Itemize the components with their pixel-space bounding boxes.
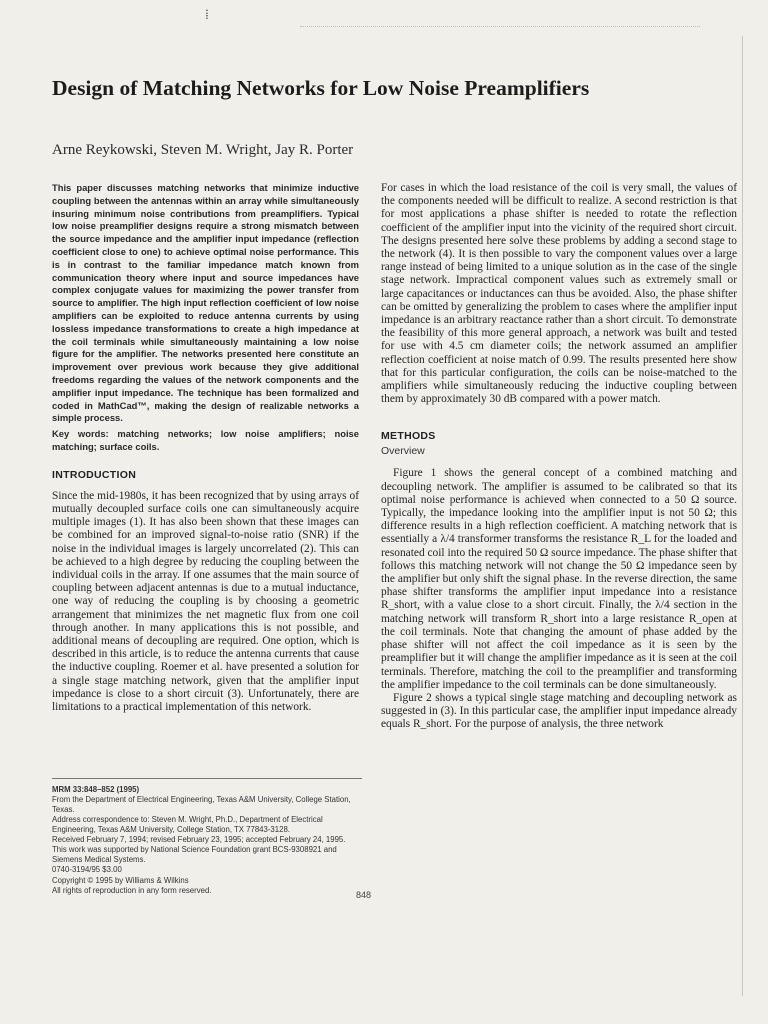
affiliation-note: From the Department of Electrical Engineering, Texas A&M University, College Station, Texas. — [52, 795, 351, 814]
methods-paragraph-2: Figure 2 shows a typical single stage matching and decoupling network as suggested in (3). In this particular case, the amplifier input impedance already equals R_short. For the purpose of analysis, the three network — [381, 691, 737, 731]
received-note: Received February 7, 1994; revised February 23, 1995; accepted February 24, 1995. — [52, 835, 346, 845]
right-column — [381, 182, 737, 732]
copyright-note: Copyright © 1995 by Williams & Wilkins — [52, 875, 189, 885]
methods-paragraph-1: Figure 1 shows the general concept of a combined matching and decoupling network. The amplifier is assumed to be calibrated so that its optimal noise performance is achieved when connected to a 50 Ω source. Typically, the impedance looking into the amplifier input is not 50 Ω; this difference results in a high reflection coefficient. A matching network that is essentially a λ/4 transformer transforms the resistance R_L for the loaded and resonated coil into the required 50 Ω source impedance. The phase shifter that follows this matching network will not change the 50 Ω impedance seen by the amplifier but only shift the signal phase. In the reverse direction, the same phase shifter transforms the amplifier input impedance into a resistance R_short, with a value close to a short circuit. Finally, the λ/4 section in the matching network will transform R_short into a large resistance R_open at the coil terminals. Note that changing the amount of phase added by the phase shifter will not affect the coil impedance as it is seen by the preamplifier but it will change the amplifier impedance as it is seen at the coil terminals. Therefore, matching the coil to the preamplifier and transforming the amplifier impedance to the coil terminals can be done simultaneously. — [381, 467, 737, 691]
keywords-label: Key words: — [52, 428, 109, 440]
margin-rule — [742, 36, 743, 996]
introduction-heading: INTRODUCTION — [52, 468, 137, 481]
introduction-paragraph: Since the mid-1980s, it has been recognized that by using arrays of mutually decoupled surface coils one can simultaneously acquire multiple images (1). It has also been shown that these images can be combined for an improved signal-to-noise ratio (SNR) if the noise in the individual images is largely uncorrelated (2). This can be achieved to a high degree by reducing the coupling between the individual coils in the array. If one assumes that the main source of coupling between adjacent antennas is due to a mutual inductance, one way of reducing the coupling is by choosing a geometric arrangement that minimizes the net magnetic flux from one coil through another. In many applications this is not possible, and additional means of decoupling are required. One option, which is described in this article, is to reduce the antenna currents that cause the inductive coupling. Roemer et al. have presented a solution for a single stage matching network, given that the amplifier input impedance is close to a short circuit (3). Unfortunately, there are limitations to a practical implementation of this network. — [52, 489, 359, 713]
introduction-continued-paragraph: For cases in which the load resistance of the coil is very small, the values of the components needed will be difficult to realize. A second restriction is that for most applications a phase shifter is needed to rotate the reflection coefficient of the amplifier input into the vicinity of the required short circuit. The designs presented here solve these problems by adding a second stage to the network (4). It is then possible to vary the component values over a large range instead of being limited to a unique solution as in the case of the single stage network. Impractical component values such as extremely small or large capacitances or inductances can thus be avoided. Also, the phase shifter can be omitted by generalizing the problem to cases where the amplifier input impedance is an arbitrary reactance rather than a short circuit. To demonstrate the feasibility of this more general approach, a network was built and tested for use with 4.5 cm diameter coils; the network assumed an amplifier reflection coefficient at noise match of 0.99. The results presented here show that for this particular configuration, the coils can be noise-matched to the amplifiers while simultaneously reducing the inductive coupling between them by approximately 30 dB compared with a power match. — [381, 182, 737, 406]
author-list: Arne Reykowski, Steven M. Wright, Jay R. Porter — [52, 142, 354, 158]
rights-note: All rights of reproduction in any form reserved. — [52, 886, 212, 896]
overview-subheading: Overview — [381, 445, 425, 458]
footnotes — [52, 778, 362, 896]
abstract: This paper discusses matching networks that minimize inductive coupling between the antennas within an array while simultaneously insuring minimum noise contributions from preamplifiers. Typical low noise preamplifier designs require a strong mismatch between the source impedance and the amplifier input impedance (reflection coefficient close to one) to achieve optimal noise performance. This is in contrast to the familiar impedance match known from communication theory where input and source impedances have complex conjugate values for maximizing the power transfer from source to amplifier. The high input reflection coefficient of low noise amplifiers can be exploited to reduce antenna currents by using lossless impedance transformations to create a high impedance at the coil terminals while simultaneously maintaining a low noise figure for the amplifier. The networks presented here constitute an improvement over previous work because they give additional freedoms regarding the values of the network components and the amplifier input impedance. The technique has been formalized and coded in MathCad™, making the design of realizable networks a simple process. — [52, 182, 359, 424]
issn-note: 0740-3194/95 $3.00 — [52, 865, 122, 875]
support-note: This work was supported by National Science Foundation grant BCS-9308921 and Siemens Medical Systems. — [52, 845, 337, 864]
journal-code: MRM 33:848–852 (1995) — [52, 785, 140, 794]
scan-mark-icon: ⁞ — [205, 8, 209, 23]
keywords-text: matching networks; low noise amplifiers; noise matching; surface coils. — [52, 428, 359, 452]
page-number: 848 — [356, 890, 372, 900]
methods-heading: METHODS — [381, 430, 436, 443]
scan-artifact — [300, 26, 700, 29]
correspondence-note: Address correspondence to: Steven M. Wright, Ph.D., Department of Electrical Engineering, Texas A&M University, College Station, TX 77843-3128. — [52, 815, 323, 834]
left-column — [52, 182, 359, 714]
keywords — [52, 428, 359, 454]
paper-title: Design of Matching Networks for Low Noise Preamplifiers — [52, 76, 590, 100]
